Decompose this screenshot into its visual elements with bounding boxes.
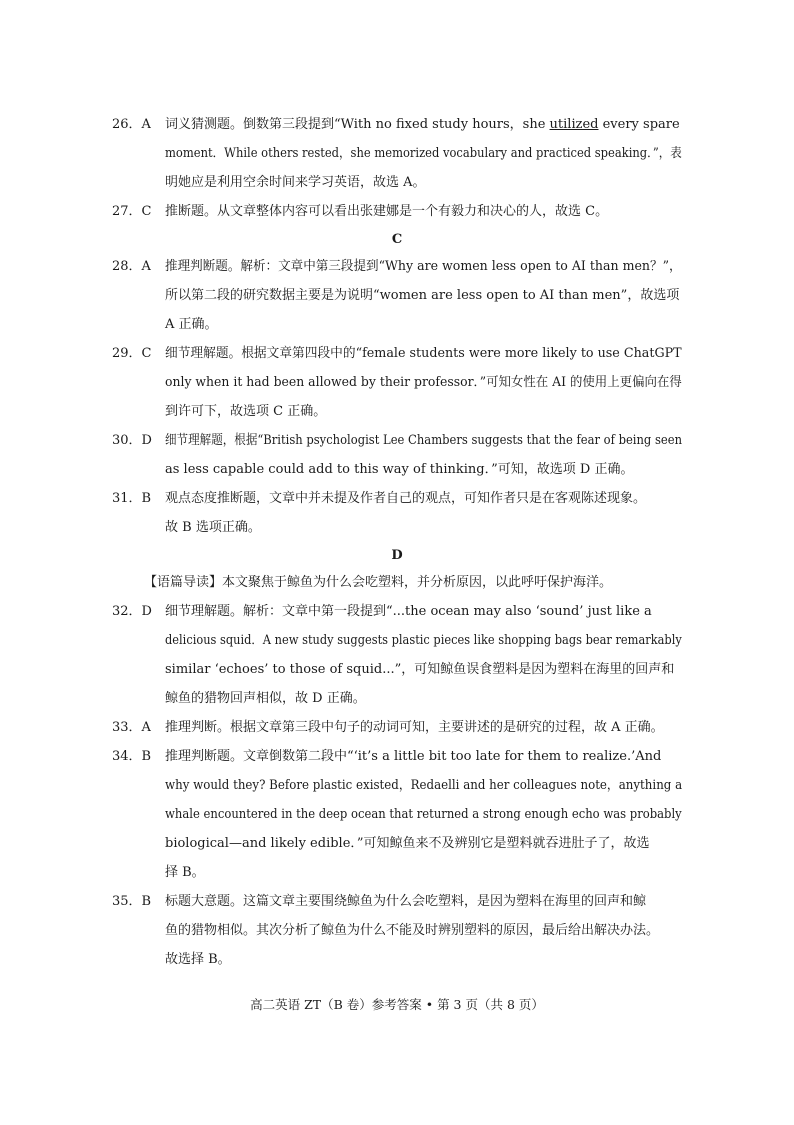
q27-line-1: 推断题。从文章整体内容可以看出张建娜是一个有毅力和决心的人，故选 C。 xyxy=(165,204,609,219)
q31-number: 31．B xyxy=(112,491,152,506)
q28-line-3: A 正确。 xyxy=(165,317,218,332)
q28-line-2: 所以第二段的研究数据主要是为说明“women are less open to AI than men”，故选项 xyxy=(165,288,680,303)
page-footer: 高二英语 ZT（B 卷）参考答案 • 第 3 页（共 8 页） xyxy=(250,997,544,1012)
q26-line-1: 词义猜测题。倒数第三段提到“With no fixed study hours，she utilized every spare xyxy=(165,117,680,132)
q35-number: 35．B xyxy=(112,894,152,909)
q34-line-1: 推理判断题。文章倒数第二段中“‘it’s a little bit too late for them to realize.’And xyxy=(165,749,662,764)
q29-line-1: 细节理解题。根据文章第四段中的“female students were more likely to use ChatGPT xyxy=(165,346,682,361)
q29-number: 29．C xyxy=(112,346,152,361)
q34-line-3: whale encountered in the deep ocean that returned a strong enough echo was probably xyxy=(165,807,682,822)
q32-number: 32．D xyxy=(112,604,152,619)
q35-line-2: 鱼的猎物相似。其次分析了鲸鱼为什么不能及时辨别塑料的原因，最后给出解决办法。 xyxy=(165,923,660,938)
q32-line-2: delicious squid．A new study suggests plastic pieces like shopping bags bear remarkably xyxy=(165,633,682,648)
q26-line-3: 明她应是利用空余时间来学习英语，故选 A。 xyxy=(165,175,426,190)
section-c-heading: C xyxy=(391,232,403,247)
q30-line-1: 细节理解题，根据“British psychologist Lee Chambers suggests that the fear of being seen xyxy=(165,433,683,448)
q30-number: 30．D xyxy=(112,433,152,448)
underlined-word: utilized xyxy=(549,117,599,132)
q34-number: 34．B xyxy=(112,749,152,764)
q34-line-5: 择 B。 xyxy=(165,865,205,880)
q26-line-2: moment．While others rested，she memorized vocabulary and practiced speaking．”，表 xyxy=(165,146,682,161)
q34-line-4: biological—and likely edible．”可知鲸鱼来不及辨别它是塑料就吞进肚子了，故选 xyxy=(165,836,650,851)
q30-line-2: as less capable could add to this way of thinking．”可知，故选项 D 正确。 xyxy=(165,462,634,477)
q31-line-1: 观点态度推断题，文章中并未提及作者自己的观点，可知作者只是在客观陈述现象。 xyxy=(165,491,647,506)
q28-number: 28．A xyxy=(112,259,151,274)
q26-number: 26．A xyxy=(112,117,151,132)
q28-line-1: 推理判断题。解析：文章中第三段提到“Why are women less open to AI than men？”， xyxy=(165,259,682,274)
q32-line-3: similar ‘echoes’ to those of squid...”，可知鲸鱼误食塑料是因为塑料在海里的回声和 xyxy=(165,662,675,677)
q31-line-2: 故 B 选项正确。 xyxy=(165,520,261,535)
passage-guide: 【语篇导读】本文聚焦于鲸鱼为什么会吃塑料，并分析原因，以此呼吁保护海洋。 xyxy=(144,575,613,590)
q27-number: 27．C xyxy=(112,204,152,219)
q32-line-4: 鲸鱼的猎物回声相似，故 D 正确。 xyxy=(165,691,366,706)
q29-line-3: 到许可下，故选项 C 正确。 xyxy=(165,404,327,419)
section-d-heading: D xyxy=(391,548,403,563)
q33-number: 33．A xyxy=(112,720,151,735)
q33-line-1: 推理判断。根据文章第三段中句子的动词可知，主要讲述的是研究的过程，故 A 正确。 xyxy=(165,720,664,735)
q34-line-2: why would they? Before plastic existed，Redaelli and her colleagues note，anything a xyxy=(165,778,683,793)
q35-line-3: 故选择 B。 xyxy=(165,952,231,967)
q32-line-1: 细节理解题。解析：文章中第一段提到“...the ocean may also ‘sound’ just like a xyxy=(165,604,652,619)
q29-line-2: only when it had been allowed by their professor．”可知女性在 AI 的使用上更偏向在得 xyxy=(165,375,682,390)
q35-line-1: 标题大意题。这篇文章主要围绕鲸鱼为什么会吃塑料，是因为塑料在海里的回声和鲸 xyxy=(165,894,647,909)
